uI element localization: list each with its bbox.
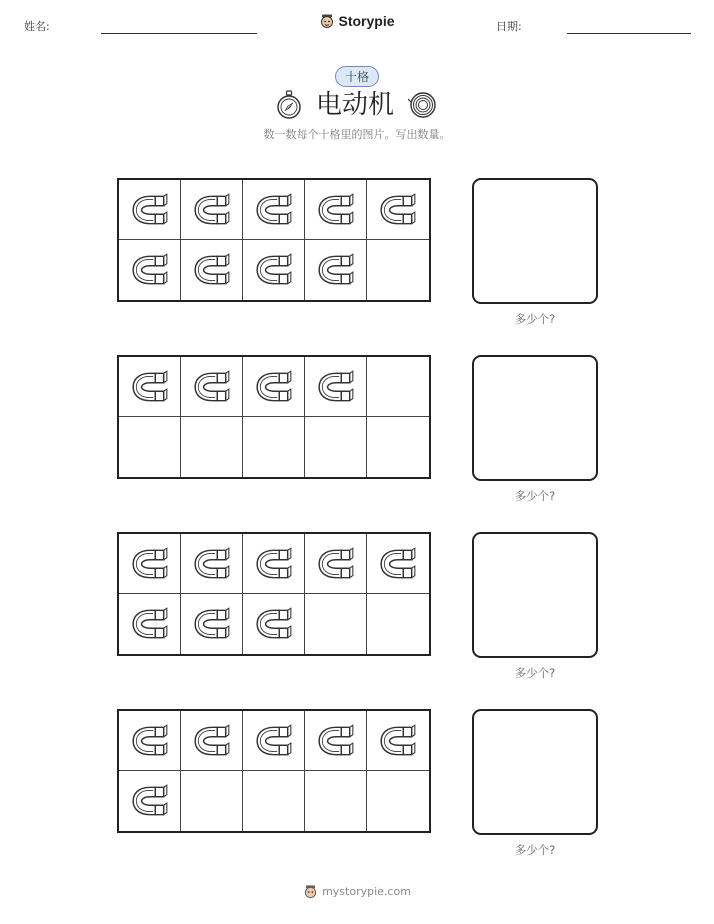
coil-icon [408, 90, 438, 120]
date-label: 日期: [496, 20, 522, 33]
footer-url: mystorypie.com [322, 885, 411, 898]
ten-frame-cell [181, 771, 243, 831]
horseshoe-magnet-icon [192, 369, 232, 405]
answer-box-1[interactable] [472, 178, 598, 304]
horseshoe-magnet-icon [130, 252, 170, 288]
ten-frame-cell [243, 594, 305, 654]
ten-frame-cell [181, 240, 243, 300]
horseshoe-magnet-icon [130, 783, 170, 819]
storypie-mascot-icon [319, 13, 335, 29]
ten-frame-cell [181, 594, 243, 654]
ten-frame-cell [243, 357, 305, 417]
horseshoe-magnet-icon [254, 606, 294, 642]
horseshoe-magnet-icon [254, 723, 294, 759]
horseshoe-magnet-icon [130, 606, 170, 642]
horseshoe-magnet-icon [378, 723, 418, 759]
ten-frame-cell [305, 240, 367, 300]
horseshoe-magnet-icon [192, 723, 232, 759]
ten-frame-4 [117, 709, 431, 833]
horseshoe-magnet-icon [378, 192, 418, 228]
storypie-mascot-icon [303, 884, 318, 899]
answer-prompt-1: 多少个? [514, 312, 556, 326]
answer-box-3[interactable] [472, 532, 598, 658]
horseshoe-magnet-icon [316, 546, 356, 582]
horseshoe-magnet-icon [378, 546, 418, 582]
page-title: 电动机 [315, 90, 394, 120]
ten-frame-cell [119, 711, 181, 771]
horseshoe-magnet-icon [130, 192, 170, 228]
horseshoe-magnet-icon [254, 252, 294, 288]
ten-frame-cell [181, 534, 243, 594]
horseshoe-magnet-icon [254, 192, 294, 228]
brand-logo [0, 13, 714, 29]
ten-frame-cell [119, 240, 181, 300]
answer-prompt-4: 多少个? [514, 843, 556, 857]
horseshoe-magnet-icon [316, 252, 356, 288]
horseshoe-magnet-icon [316, 192, 356, 228]
ten-frame-3 [117, 532, 431, 656]
answer-box-4[interactable] [472, 709, 598, 835]
brand-name: Storypie [338, 13, 395, 29]
ten-frame-cell [181, 357, 243, 417]
ten-frame-cell [305, 180, 367, 240]
horseshoe-magnet-icon [192, 546, 232, 582]
ten-frame-cell [119, 180, 181, 240]
ten-frame-cell [243, 534, 305, 594]
ten-frame-cell [243, 771, 305, 831]
answer-prompt-2: 多少个? [514, 489, 556, 503]
ten-frame-cell [119, 357, 181, 417]
ten-frame-cell [119, 771, 181, 831]
ten-frame-cell [243, 417, 305, 477]
compass-icon [276, 90, 302, 120]
ten-frame-cell [181, 711, 243, 771]
horseshoe-magnet-icon [130, 723, 170, 759]
ten-frame-cell [119, 534, 181, 594]
horseshoe-magnet-icon [192, 192, 232, 228]
ten-frame-cell [367, 357, 429, 417]
ten-frame-cell [367, 711, 429, 771]
ten-frame-2 [117, 355, 431, 479]
ten-frame-cell [305, 771, 367, 831]
horseshoe-magnet-icon [192, 252, 232, 288]
ten-frame-cell [305, 357, 367, 417]
ten-frame-cell [367, 240, 429, 300]
date-field[interactable] [567, 33, 691, 34]
ten-frame-cell [181, 417, 243, 477]
horseshoe-magnet-icon [192, 606, 232, 642]
answer-prompt-3: 多少个? [514, 666, 556, 680]
horseshoe-magnet-icon [130, 546, 170, 582]
name-label: 姓名: [24, 20, 50, 33]
footer [0, 884, 714, 899]
ten-frame-1 [117, 178, 431, 302]
horseshoe-magnet-icon [254, 546, 294, 582]
answer-box-2[interactable] [472, 355, 598, 481]
ten-frame-cell [181, 180, 243, 240]
ten-frame-cell [367, 417, 429, 477]
ten-frame-cell [305, 594, 367, 654]
category-tag: 十格 [335, 66, 379, 87]
horseshoe-magnet-icon [316, 723, 356, 759]
instructions: 数一数每个十格里的图片。写出数量。 [263, 128, 451, 141]
ten-frame-cell [367, 771, 429, 831]
ten-frame-cell [243, 180, 305, 240]
ten-frame-cell [367, 534, 429, 594]
ten-frame-cell [243, 240, 305, 300]
ten-frame-cell [305, 417, 367, 477]
ten-frame-cell [119, 594, 181, 654]
horseshoe-magnet-icon [130, 369, 170, 405]
ten-frame-cell [305, 711, 367, 771]
horseshoe-magnet-icon [254, 369, 294, 405]
ten-frame-cell [367, 594, 429, 654]
horseshoe-magnet-icon [316, 369, 356, 405]
ten-frame-cell [305, 534, 367, 594]
ten-frame-cell [119, 417, 181, 477]
name-field[interactable] [101, 33, 257, 34]
ten-frame-cell [243, 711, 305, 771]
ten-frame-cell [367, 180, 429, 240]
